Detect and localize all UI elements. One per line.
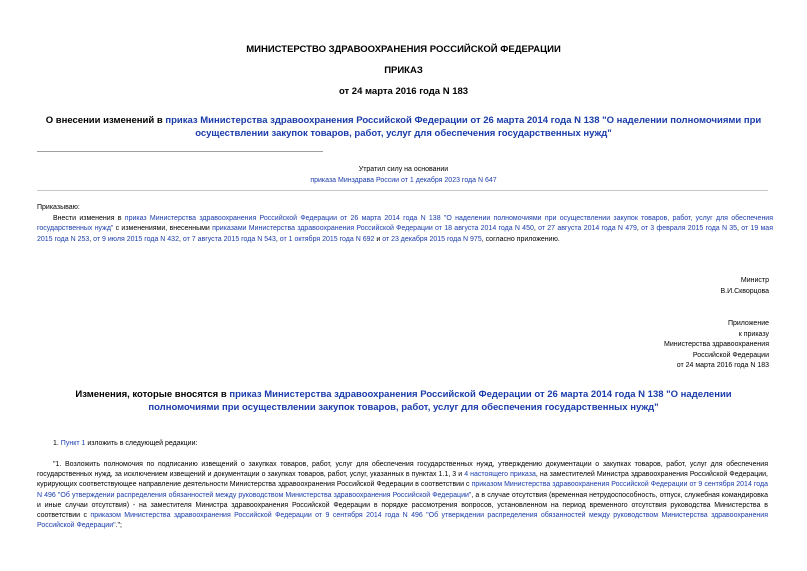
appendix-line: Российской Федерации [692,351,769,359]
item-1-link[interactable]: Пункт 1 [60,440,86,447]
order-date: от 24 марта 2016 года N 183 [338,86,469,97]
divider-long [37,190,768,191]
order-heading: ПРИКАЗ [384,65,423,76]
order-692-link[interactable]: от 1 октября 2015 года N 692 [279,235,375,243]
order-paragraph [37,214,773,246]
status-note [0,165,807,186]
status-line: Утратил силу на основании [358,166,449,173]
order-543-link[interactable]: от 7 августа 2015 года N 543 [182,235,276,243]
changes-prefix: Изменения, которые вносятся в [75,389,230,400]
order-496-link-2[interactable]: приказом Министерства здравоохранения Российской Федерации от 9 сентября 2014 года N 496 "Об утверждении распределения обязанностей между руководством Министерства здравоохранения Российской Федерации" [37,512,768,530]
order-450-link[interactable]: приказами Министерства здравоохранения Российской Федерации от 18 августа 2014 года N 450 [212,225,534,232]
item-1 [53,440,197,447]
appendix-line: к приказу [738,330,769,338]
signature-block [721,276,770,297]
appendix-line: от 24 марта 2016 года N 183 [676,362,769,369]
order-35-link[interactable]: от 3 февраля 2015 года N 35 [641,225,738,232]
text-fragment: , [178,235,183,243]
signer-name: В.И.Скворцова [720,287,769,295]
changes-link[interactable]: приказ Министерства здравоохранения Российской Федерации от 26 марта 2014 года N 138 "О наделении полномочиями при осуществлении закупок товаров, работ, услуг для обеспечения государственных нужд" [148,389,732,413]
order-496-link[interactable]: приказом Министерства здравоохранения Российской Федерации от 9 сентября 2014 года N 496 "Об утверждении распределения обязанностей между руководством Министерства здравоохранения Российской Федерации" [37,481,768,499]
order-138-link[interactable]: приказ Министерства здравоохранения Российской Федерации от 26 марта 2014 года N 138 "О наделении полномочиями при осуществлении закупок товаров, работ, услуг для обеспечения государственных нужд" [37,214,774,232]
text-fragment: , [533,225,539,232]
item-text: изложить в следующей редакции: [85,440,198,447]
text-fragment: , [89,235,94,243]
appendix-line: Министерства здравоохранения [664,341,769,348]
changes-title [40,389,767,414]
order-479-link[interactable]: от 27 августа 2014 года N 479 [538,225,637,232]
title-link[interactable]: приказ Министерства здравоохранения Российской Федерации от 26 марта 2014 года N 138 "О наделении полномочиями при осуществлении закупок товаров, работ, услуг для обеспечения государственных нужд" [165,115,762,139]
order-975-link[interactable]: от 23 декабря 2015 года N 975 [382,235,482,243]
text-fragment: Внести изменения в [53,214,125,222]
text-fragment: , [636,225,642,232]
ministry-header: МИНИСТЕРСТВО ЗДРАВООХРАНЕНИЯ РОССИЙСКОЙ ФЕДЕРАЦИИ [246,44,561,55]
quoted-paragraph [37,460,768,531]
text-fragment: ."; [115,522,122,530]
text-fragment: , [737,225,742,232]
appendix-block [664,319,769,372]
text-fragment: "1. Возложить полномочия по подписанию извещений о закупках товаров, работ, услуг для обеспечения государственных нужд, утверждению документации о закупках товаров, работ, услуг для обеспечения государственных нужд, за исключением извещений и документации о закупках товаров, работ, услуг, указанных в пунктах 1.1, 3 и [37,461,768,479]
text-fragment: , а в случае отсутствия (временная нетрудоспособность, отпуск, служебная командировка и иные случаи отсутствия) - на заместителя Министра здравоохранения Российской Федерации в порядке рассмотрения вопросов, установленном на период временного отсутствия руководства Министерства в соответствии с [37,491,768,520]
clause-4-link[interactable]: 4 настоящего приказа [464,471,536,479]
text-fragment: , согласно приложению. [481,235,560,243]
document-title [40,115,767,140]
text-fragment: , на заместителей Министра здравоохранения Российской Федерации, курирующих соответствующее направление деятельности Министерства здравоохранения Российской Федерации в соответствии с [37,471,768,489]
appendix-line: Приложение [727,320,769,327]
divider-short [37,151,323,152]
text-fragment: , [275,235,280,243]
text-fragment: и [374,235,383,243]
status-link[interactable]: приказа Минздрава России от 1 декабря 2023 года N 647 [310,176,497,184]
item-number: 1. [53,440,61,447]
ordering-word: Приказываю: [37,204,80,211]
signer-position: Министр [740,277,769,284]
title-prefix: О внесении изменений в [45,115,166,126]
text-fragment: с изменениями, внесенными [113,225,213,232]
order-body [37,203,773,245]
order-432-link[interactable]: от 9 июля 2015 года N 432 [93,235,179,243]
order-253-link[interactable]: от 19 мая 2015 года N 253 [37,225,773,243]
